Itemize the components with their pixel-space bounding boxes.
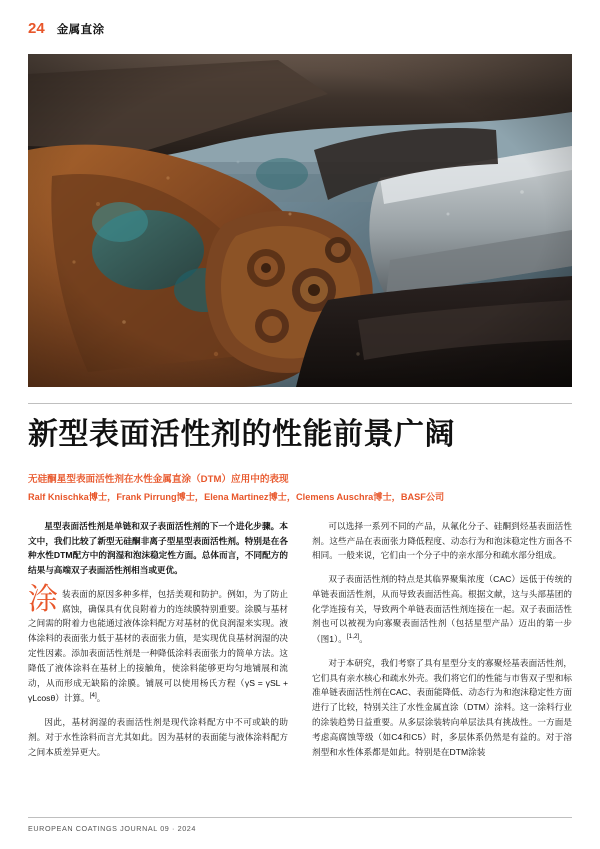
dropcap-glyph: 涂 [28, 582, 58, 616]
page-header [28, 0, 572, 44]
paragraph-right-2: 双子表面活性剂的特点是其临界聚集浓度（CAC）远低于传统的单链表面活性剂，从而导致表面活性高。根据文献，这与头部基团的化学连接有关，导致两个单链表面活性剂连接在一起。双子表面活性剂也可以被视为向寡聚表面活性剂（包括星型产品）迈出的第一步（图1）。[1,2]。 [312, 574, 572, 645]
footnote-ref-4: [4] [89, 692, 97, 700]
page-number: 24 [28, 20, 45, 37]
section-title: 金属直涂 [56, 24, 105, 36]
paragraph-right-1: 可以选择一系列不同的产品，从氟化分子、硅酮到烃基表面活性剂。这些产品在表面张力降低程度、动态行为和泡沫稳定性方面各不相同。一般来说，它们由一个分子中的亲水部分和疏水部分组成。 [312, 520, 572, 561]
paragraph-right-3-text: 对于本研究，我们考察了具有星型分支的寡聚烃基表面活性剂，它们具有亲水核心和疏水外壳。我们将它们的性能与市售双子型和标准单链表面活性剂在CAC、表面能降低、动态行为和泡沫稳定性方面进行了比较，特别关注了水性金属直涂（DTM）涂料。这一涂料行业的涂装趋势日益重要。从多层涂装转向单层法具有挑战性。一方面是考虑高腐蚀等级（如C4和C5）时，多层体系仍然是有益的。对于溶剂型和水性体系都是如此。特别是在DTM涂装 [312, 657, 572, 757]
lead-paragraph: 星型表面活性剂是单链和双子表面活性剂的下一个进化步骤。本文中，我们比较了新型无硅酮非离子型星型表面活性剂。特别是在各种水性DTM配方中的润湿和泡沫稳定性方面。总体而言，不同配方的结果与高端双子表面活性剂相当或更优。 [28, 520, 288, 576]
headline-divider [28, 403, 572, 404]
page-title: 新型表面活性剂的性能前景广阔 [28, 418, 455, 451]
footnote-ref-1-2: [1,2] [346, 633, 360, 641]
column-right [312, 519, 572, 769]
dropcap-paragraph: 涂装表面的原因多种多样，包括美观和防护。例如，为了防止腐蚀，确保具有优良附着力的连续膜特别重要。涂膜与基材之间需的附着力也能通过液体涂料配方对基材的优良润湿来实现。液体涂料的表面张力低于基材的表面张力值，是实现优良基材润湿的决定性因素。添加表面活性剂是一种降低涂料表面张力的简单方法。这降低了液体涂料在基材上的接触角，使涂料能够更均匀地铺展和流动，从而形成无缺陷的涂膜。铺展可以使用杨氏方程（γS = γSL + γLcosθ）计算。[4]。 [28, 582, 288, 704]
paragraph-right-2-text: 双子表面活性剂的特点是其临界聚集浓度（CAC）远低于传统的单链表面活性剂，从而导致表面活性高。根据文献，这与头部基团的化学连接有关，导致两个单链表面活性剂连接在一起。双子表面活性剂也可以被视为向寡聚表面活性剂（包括星型产品）迈出的第一步（图1）。 [312, 574, 572, 645]
footer-publication: EUROPEAN COATINGS JOURNAL 09 · 2024 [28, 824, 196, 833]
corroded-bolted-flange-photo [28, 54, 572, 387]
paragraph-right-3 [312, 656, 572, 759]
standfirst: 无硅酮星型表面活性剂在水性金属直涂（DTM）应用中的表现 [28, 473, 289, 485]
hero-image [28, 54, 572, 387]
dropcap-paragraph-text: 装表面的原因多种多样，包括美观和防护。例如，为了防止腐蚀，确保具有优良附着力的连续膜特别重要。涂膜与基材之间需的附着力也能通过液体涂料配方对基材的优良润湿来实现。液体涂料的表面张力低于基材的表面张力值，是实现优良基材润湿的决定性因素。添加表面活性剂是一种降低涂料表面张力的简单方法。这降低了液体涂料在基材上的接触角，使涂料能够更均匀地铺展和流动，从而形成无缺陷的涂膜。铺展可以使用杨氏方程（γS = γSL + γLcosθ）计算。 [28, 588, 288, 704]
column-left [28, 519, 288, 769]
page-footer [28, 817, 572, 833]
paragraph-left-3: 因此，基材润湿的表面活性剂是现代涂料配方中不可或缺的助剂。对于水性涂料而言尤其如此。因为基材的表面能与液体涂料配方之间本质差异更大。 [28, 717, 288, 757]
body-columns [28, 519, 572, 769]
byline: Ralf Knischka博士，Frank Pirrung博士，Elena Martinez博士，Clemens Auschra博士，BASF公司 [28, 491, 445, 502]
footer-divider [28, 817, 572, 818]
